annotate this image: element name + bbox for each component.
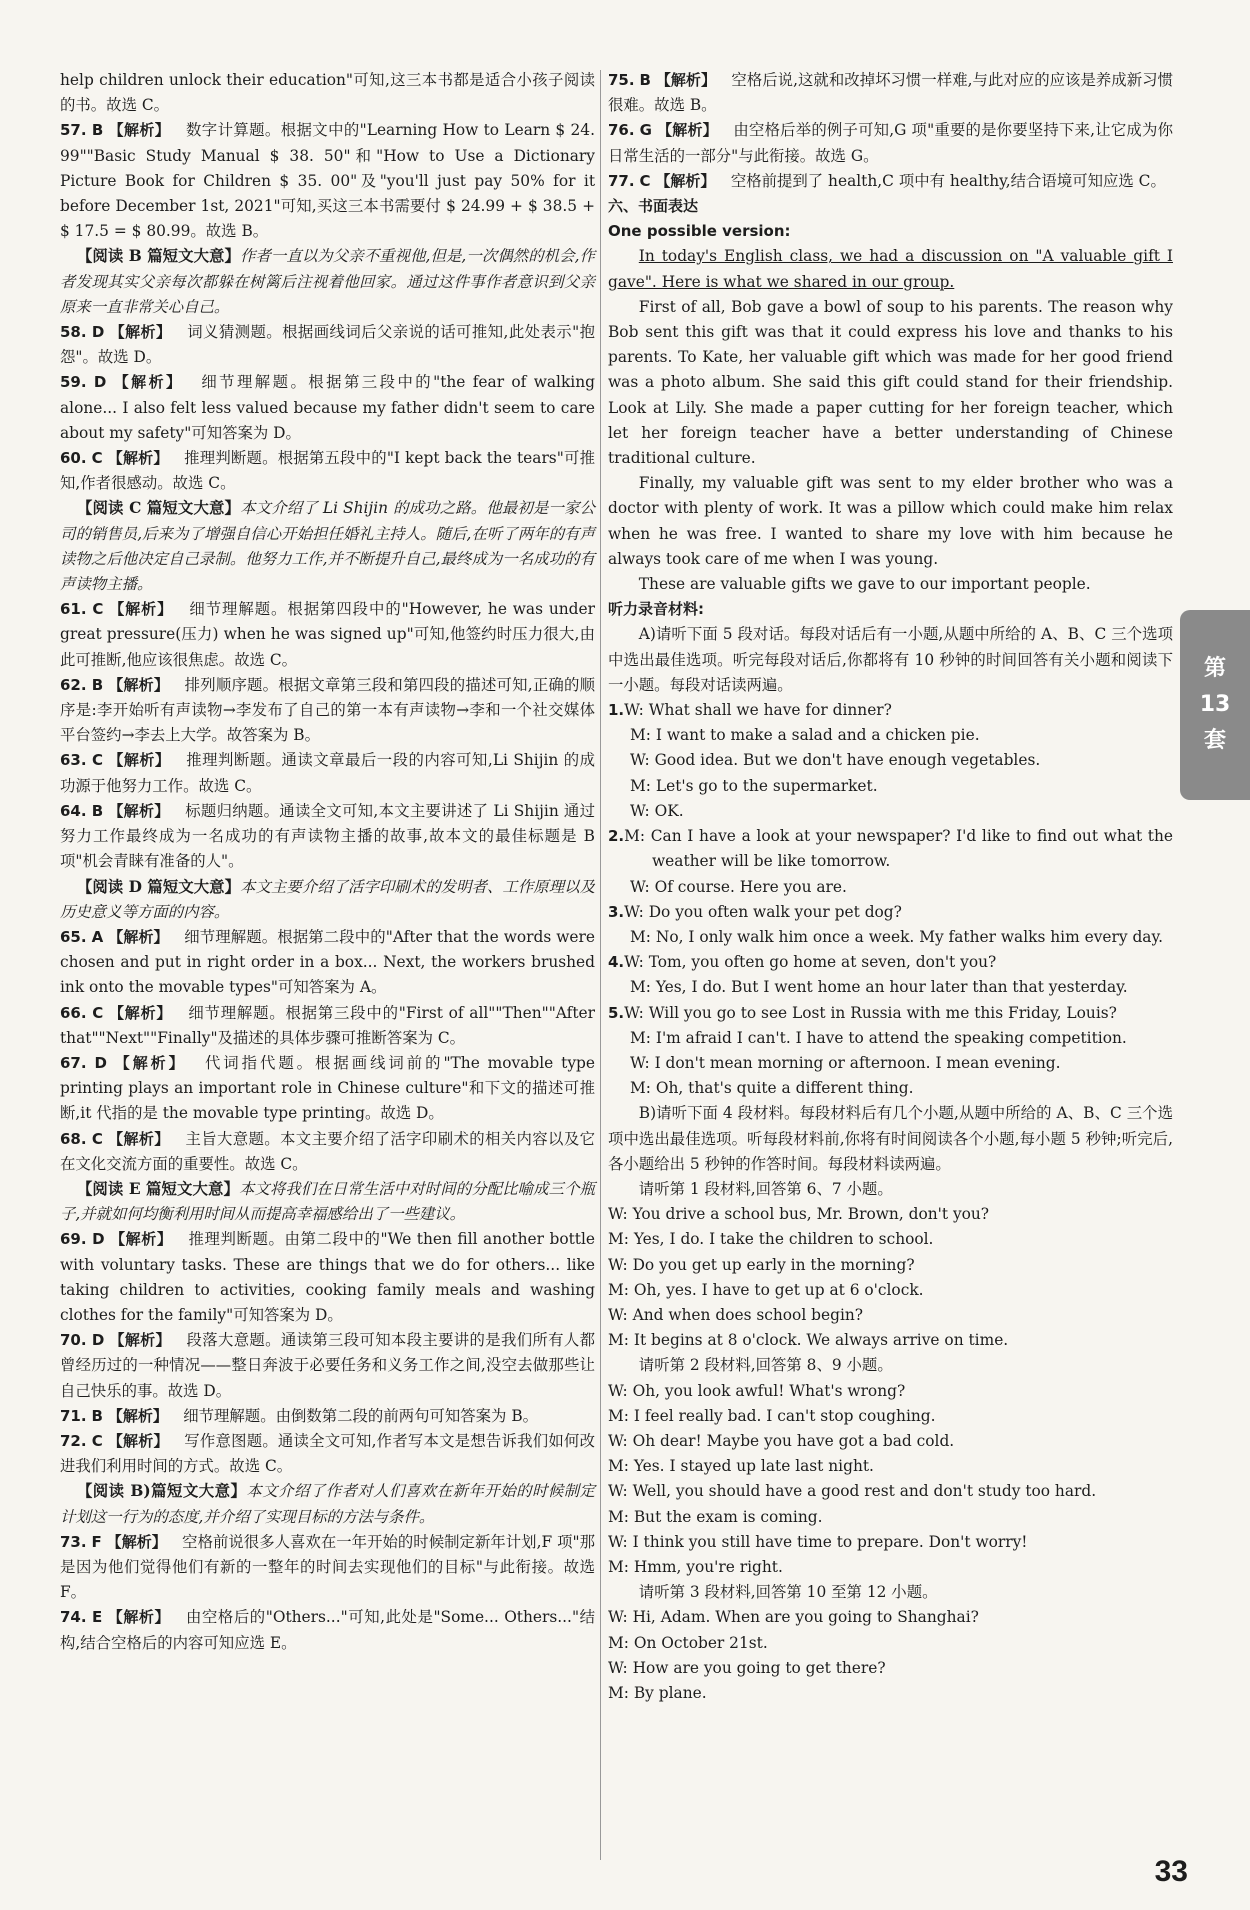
speaker: M: (630, 776, 651, 795)
speaker: W: (630, 801, 650, 820)
speaker: W: (630, 1053, 650, 1072)
material-heading: 请听第 1 段材料,回答第 6、7 小题。 (638, 1179, 893, 1198)
set-number-tab (1180, 610, 1250, 800)
essay-paragraph: These are valuable gifts we gave to our important people. (638, 575, 1091, 594)
dialogue-line (608, 1303, 1173, 1328)
speaker: W: (624, 953, 644, 972)
answer-item (60, 446, 595, 496)
dialogue-line (608, 748, 1173, 773)
dialogue-line (608, 774, 1173, 799)
speaker: W: (608, 1532, 628, 1551)
question-number: 71. (60, 1406, 87, 1425)
passage-summary (60, 1479, 595, 1529)
answer-letter: C (91, 1129, 103, 1148)
answer-item (60, 1605, 595, 1655)
answer-item (608, 118, 1173, 168)
right-column (608, 68, 1173, 1706)
answer-item (60, 370, 595, 446)
dialogue-number: 2. (608, 827, 625, 846)
analysis-tag: 【解析】 (655, 71, 716, 89)
part-b-instructions: B)请听下面 4 段材料。每段材料后有几个小题,从题中所给的 A、B、C 三个选项中选出最佳选项。听每段材料前,你将有时间阅读各个小题,每小题 5 秒钟;听完后,各小题给出 5 秒钟的作答时间。每段材料读两遍。 (608, 1104, 1173, 1173)
analysis-tag: 【解析】 (109, 600, 174, 619)
answer-letter: D (91, 1331, 105, 1350)
analysis-tag: 【解析】 (107, 449, 169, 468)
speaker: M: (608, 1507, 629, 1526)
answer-item (60, 1051, 595, 1127)
answer-letter: B (91, 801, 104, 820)
speaker: W: (624, 1003, 644, 1022)
answer-letter: C (639, 171, 651, 190)
dialogue-number: 1. (608, 701, 625, 720)
summary-heading: 【阅读 B 篇短文大意】 (76, 247, 240, 266)
analysis-tag: 【解析】 (114, 1053, 187, 1072)
dialogue-line (608, 1681, 1173, 1706)
analysis-tag: 【解析】 (109, 1331, 171, 1350)
dialogue-line (608, 1605, 1173, 1630)
analysis-text: 词义猜测题。根据画线词后父亲说的话可推知,此处表示"抱怨"。故选 D。 (60, 323, 595, 367)
analysis-text: 由空格后举的例子可知,G 项"重要的是你要坚持下来,让它成为你日常生活的一部分"与此衔接。故选 G。 (608, 121, 1173, 165)
utterance: I'm afraid I can't. I have to attend the speaking competition. (655, 1028, 1127, 1047)
analysis-tag: 【解析】 (109, 1003, 173, 1022)
dialogue-line (608, 799, 1173, 824)
summary-heading: 【阅读 E 篇短文大意】 (76, 1179, 239, 1198)
answer-item (60, 1429, 595, 1479)
dialogue-number: 4. (608, 953, 625, 972)
answer-letter: C (92, 600, 104, 619)
question-number: 57. (60, 121, 87, 140)
analysis-text: 推理判断题。由第二段中的"We then fill another bottle with voluntary tasks. These are things that we do for others... like taking children to activities, cooking family meals and washing clothes for the family"可知答案为 D。 (60, 1230, 595, 1324)
dialogue-number: 3. (608, 902, 625, 921)
answer-items-75-77 (608, 68, 1173, 194)
summary-text: 本文介绍了作者对人们喜欢在新年开始的时候制定计划这一行为的态度,并介绍了实现目标的方法与条件。 (60, 1482, 595, 1526)
essay-intro: In today's English class, we had a discussion on "A valuable gift I gave". Here is what we shared in our group. (608, 247, 1173, 291)
speaker: W: (608, 1608, 628, 1627)
dialogue-line (608, 1001, 1173, 1026)
analysis-text: 写作意图题。通读全文可知,作者写本文是想告诉我们如何改进我们利用时间的方式。故选 C。 (60, 1431, 595, 1476)
answer-letter: A (91, 927, 104, 946)
question-number: 75. (608, 71, 635, 89)
answer-letter: C (91, 1431, 103, 1450)
speaker: W: (608, 1205, 628, 1224)
speaker: M: (608, 1557, 629, 1576)
utterance: Tom, you often go home at seven, don't you? (648, 953, 997, 972)
utterance: Yes, I do. I take the children to school. (633, 1230, 934, 1249)
speaker: W: (608, 1305, 628, 1324)
dialogue-line (608, 1379, 1173, 1404)
utterance: I think you still have time to prepare. Don't worry! (632, 1532, 1028, 1551)
answer-item (60, 1328, 595, 1404)
dialogue-line (608, 1555, 1173, 1580)
answer-letter: C (92, 1003, 104, 1022)
speaker: M: (624, 827, 646, 846)
utterance: By plane. (633, 1684, 707, 1702)
passage-summary (60, 1177, 595, 1227)
speaker: W: (624, 701, 644, 720)
summary-heading: 【阅读 B)篇短文大意】 (76, 1482, 247, 1501)
summary-text: 本文介绍了 Li Shijin 的成功之路。他最初是一家公司的销售员,后来为了增强自信心开始担任婚礼主持人。随后,在听了两年的有声读物之后他决定自己录制。他努力工作,并不断提升自己,最终成为一名成功的有声读物主播。 (60, 499, 595, 594)
utterance: And when does school begin? (632, 1305, 864, 1324)
question-number: 66. (60, 1003, 87, 1022)
question-number: 69. (60, 1230, 87, 1249)
part-a-instructions: A)请听下面 5 段对话。每段对话后有一小题,从题中所给的 A、B、C 三个选项中选出最佳选项。听完每段对话后,你都将有 10 秒钟的时间回答有关小题和阅读下一小题。每段对话读两遍。 (608, 625, 1173, 694)
continued-text: help children unlock their education"可知,这三本书都是适合小孩子阅读的书。故选 C。 (60, 71, 595, 115)
answer-item (60, 748, 595, 798)
answer-letter: B (91, 1406, 103, 1425)
speaker: W: (608, 1658, 628, 1677)
analysis-text: 空格前提到了 health,C 项中有 healthy,结合语境可知应选 C。 (730, 171, 1166, 190)
question-number: 61. (60, 600, 87, 619)
analysis-tag: 【解析】 (106, 1532, 167, 1551)
dialogue-line (608, 1404, 1173, 1429)
analysis-text: 细节理解题。根据第四段中的"However, he was under great pressure(压力) when he was signed up"可知,他签约时压力很大,由此可推断,他应该很焦虑。故选 C。 (60, 600, 595, 669)
analysis-tag: 【解析】 (655, 171, 716, 190)
dialogue-line (608, 1505, 1173, 1530)
answer-item (60, 799, 595, 875)
question-number: 68. (60, 1129, 87, 1148)
utterance: Yes, I do. But I went home an hour later than that yesterday. (655, 978, 1128, 997)
speaker: W: (608, 1431, 628, 1450)
analysis-tag: 【解析】 (107, 1431, 169, 1450)
dialogue-line (608, 1051, 1173, 1076)
utterance: I want to make a salad and a chicken pie. (655, 726, 980, 745)
analysis-tag: 【解析】 (107, 1406, 168, 1425)
analysis-text: 细节理解题。由倒数第二段的前两句可知答案为 B。 (183, 1406, 539, 1425)
utterance: Oh dear! Maybe you have got a bad cold. (632, 1431, 955, 1450)
question-number: 73. (60, 1532, 87, 1551)
speaker: M: (608, 1633, 629, 1652)
dialogue-line (608, 698, 1173, 723)
dialogue-number: 5. (608, 1003, 625, 1022)
analysis-tag: 【解析】 (108, 121, 171, 140)
summary-text: 本文将我们在日常生活中对时间的分配比喻成三个瓶子,并就如何均衡利用时间从而提高幸福感给出了一些建议。 (60, 1179, 595, 1224)
analysis-text: 空格前说很多人喜欢在一年开始的时候制定新年计划,F 项"那是因为他们觉得他们有新的一整年的时间去实现他们的目标"与此衔接。故选 F。 (60, 1532, 595, 1602)
answer-letter: B (639, 71, 651, 89)
speaker: M: (630, 1028, 651, 1047)
utterance: Do you often walk your pet dog? (648, 902, 902, 921)
utterance: What shall we have for dinner? (648, 701, 892, 720)
question-number: 74. (60, 1608, 87, 1627)
material-heading: 请听第 2 段材料,回答第 8、9 小题。 (638, 1356, 893, 1375)
question-number: 65. (60, 927, 87, 946)
analysis-tag: 【解析】 (109, 323, 172, 342)
answer-item (60, 1227, 595, 1328)
listening-title: 听力录音材料: (608, 600, 704, 619)
summary-text: 作者一直以为父亲不重视他,但是,一次偶然的机会,作者发现其实父亲每次都躲在树篱后注视着他回家。通过这件事作者意识到父亲原来一直非常关心自己。 (60, 247, 595, 316)
utterance: I feel really bad. I can't stop coughing. (633, 1406, 936, 1425)
speaker: M: (608, 1684, 629, 1702)
answer-letter: B (91, 675, 104, 694)
speaker: W: (608, 1482, 628, 1501)
dialogue-line (608, 1026, 1173, 1051)
analysis-text: 由空格后的"Others..."可知,此处是"Some... Others..."结构,结合空格后的内容可知应选 E。 (60, 1608, 595, 1652)
speaker: M: (630, 927, 651, 946)
speaker: M: (630, 726, 651, 745)
analysis-text: 空格后说,这就和改掉坏习惯一样难,与此对应的应该是养成新习惯很难。故选 B。 (608, 71, 1173, 115)
dialogue-line (608, 1656, 1173, 1681)
analysis-tag: 【解析】 (108, 927, 169, 946)
question-number: 63. (60, 751, 87, 770)
speaker: M: (630, 978, 651, 997)
analysis-text: 排列顺序题。根据文章第三段和第四段的描述可知,正确的顺序是:李开始听有声读物→李发布了自己的第一本有声读物→李和一个社交媒体平台签约→李去上大学。故答案为 B。 (60, 675, 595, 745)
answer-letter: D (93, 373, 107, 392)
tab-char-1: 第 (1203, 656, 1226, 681)
dialogue-line (608, 950, 1173, 975)
analysis-text: 标题归纳题。通读全文可知,本文主要讲述了 Li Shijin 通过努力工作最终成为一名成功的有声读物主播的故事,故本文的最佳标题是 B 项"机会青睐有准备的人"。 (60, 801, 595, 871)
utterance: Oh, yes. I have to get up at 6 o'clock. (633, 1280, 924, 1299)
tab-char-2: 13 (1199, 692, 1231, 717)
question-number: 70. (60, 1331, 87, 1350)
dialogue-line (608, 925, 1173, 950)
utterance: Let's go to the supermarket. (655, 776, 878, 795)
utterance: Good idea. But we don't have enough vegetables. (654, 751, 1041, 770)
analysis-text: 细节理解题。根据第二段中的"After that the words were chosen and put in right order in a box... Next, the workers brushed ink onto the movable types"可知答案为 A。 (60, 927, 595, 997)
utterance: On October 21st. (633, 1633, 768, 1652)
summary-heading: 【阅读 C 篇短文大意】 (76, 499, 241, 518)
utterance: Oh, you look awful! What's wrong? (632, 1381, 906, 1400)
dialogue-line (608, 1479, 1173, 1504)
page-number: 33 (1154, 1855, 1188, 1888)
answer-item (608, 68, 1173, 118)
question-number: 77. (608, 171, 635, 190)
question-number: 62. (60, 675, 87, 694)
essay-paragraph: Finally, my valuable gift was sent to my elder brother who was a doctor with plenty of work. It was a pillow which could make him relax when he was free. I wanted to share my love with him because he always took care of me when I was young. (608, 474, 1173, 568)
question-number: 64. (60, 801, 87, 820)
analysis-tag: 【解析】 (108, 675, 170, 694)
speaker: M: (608, 1406, 629, 1425)
utterance: Yes. I stayed up late last night. (633, 1457, 874, 1476)
utterance: How are you going to get there? (632, 1658, 886, 1677)
analysis-text: 细节理解题。根据第三段中的"the fear of walking alone... I also felt less valued because my father didn't seem to care about my safety"可知答案为 D。 (60, 373, 595, 442)
question-number: 72. (60, 1431, 87, 1450)
question-number: 76. (608, 121, 635, 140)
analysis-tag: 【解析】 (110, 1230, 173, 1249)
analysis-text: 数字计算题。根据文中的"Learning How to Learn $ 24. 99""Basic Study Manual $ 38. 50"和"How to Use a Dictionary Picture Book for Children $ 35. 00"及"you'll just pay 50% for it before December 1st, 2021"可知,买这三本书需要付 $ 24.99 + $ 38.5 + $ 17.5 = $ 80.99。故选 B。 (60, 121, 595, 241)
dialogue-line (608, 723, 1173, 748)
material-heading: 请听第 3 段材料,回答第 10 至第 12 小题。 (638, 1583, 938, 1602)
answer-letter: G (639, 121, 652, 140)
speaker: M: (608, 1457, 629, 1476)
speaker: M: (608, 1280, 629, 1299)
dialogue-line (608, 1278, 1173, 1303)
column-divider (600, 70, 601, 1860)
answer-item (60, 118, 595, 244)
dialogue-line (608, 1328, 1173, 1353)
dialogue-line (608, 1429, 1173, 1454)
answer-letter: D (91, 323, 105, 342)
dialogue-line (608, 1227, 1173, 1252)
dialogue-line (608, 1253, 1173, 1278)
analysis-text: 推理判断题。根据第五段中的"I kept back the tears"可推知,作者很感动。故选 C。 (60, 449, 595, 493)
utterance: OK. (654, 801, 684, 820)
utterance: I don't mean morning or afternoon. I mean evening. (654, 1053, 1061, 1072)
utterance: Can I have a look at your newspaper? I'd like to find out what the weather will be like tomorrow. (650, 827, 1173, 871)
analysis-text: 细节理解题。根据第三段中的"First of all""Then""After that""Next""Finally"及描述的具体步骤可推断答案为 C。 (60, 1003, 595, 1047)
left-column (60, 68, 595, 1656)
utterance: No, I only walk him once a week. My father walks him every day. (655, 927, 1164, 946)
speaker: W: (624, 902, 644, 921)
analysis-tag: 【解析】 (107, 1608, 171, 1627)
analysis-text: 主旨大意题。本文主要介绍了活字印刷术的相关内容以及它在文化交流方面的重要性。故选 C。 (60, 1129, 595, 1173)
utterance: But the exam is coming. (633, 1507, 823, 1526)
writing-section-title: 六、书面表达 (608, 197, 699, 216)
analysis-text: 段落大意题。通读第三段可知本段主要讲的是我们所有人都曾经历过的一种情况——整日奔波于必要任务和义务工作之间,没空去做那些让自己快乐的事。故选 D。 (60, 1331, 595, 1400)
version-label: One possible version: (608, 222, 791, 241)
utterance: Well, you should have a good rest and don't study too hard. (632, 1482, 1097, 1501)
speaker: W: (630, 877, 650, 896)
summary-text: 本文主要介绍了活字印刷术的发明者、工作原理以及历史意义等方面的内容。 (60, 877, 595, 921)
dialogue-line (608, 1530, 1173, 1555)
answer-item (60, 597, 595, 673)
utterance: It begins at 8 o'clock. We always arrive on time. (633, 1331, 1009, 1350)
analysis-tag: 【解析】 (108, 751, 171, 770)
analysis-text: 推理判断题。通读文章最后一段的内容可知,Li Shijin 的成功源于他努力工作。故选 C。 (60, 751, 595, 795)
utterance: You drive a school bus, Mr. Brown, don't you? (632, 1205, 990, 1224)
speaker: W: (630, 751, 650, 770)
speaker: W: (608, 1255, 628, 1274)
part-a-dialogues (608, 698, 1173, 1101)
answer-letter: C (91, 449, 103, 468)
answer-letter: C (91, 751, 103, 770)
answer-letter: B (91, 121, 104, 140)
utterance: Oh, that's quite a different thing. (655, 1079, 914, 1098)
answer-letter: F (91, 1532, 102, 1551)
answer-item (60, 925, 595, 1001)
question-number: 60. (60, 449, 87, 468)
answer-item (60, 1404, 595, 1429)
answer-item (60, 1127, 595, 1177)
passage-summary (60, 875, 595, 925)
passage-summary (60, 496, 595, 597)
analysis-text: 代词指代题。根据画线词前的"The movable type printing plays an important role in Chinese culture"和下文的描述可推断,it 代指的是 the movable type printing。故选 D。 (60, 1053, 595, 1123)
answer-item (60, 1530, 595, 1606)
speaker: W: (608, 1381, 628, 1400)
analysis-tag: 【解析】 (108, 801, 170, 820)
answer-item (608, 169, 1173, 194)
question-number: 58. (60, 323, 87, 342)
answer-item (60, 320, 595, 370)
question-number: 59. (60, 373, 87, 392)
dialogue-line (608, 875, 1173, 900)
utterance: Hi, Adam. When are you going to Shanghai? (632, 1608, 979, 1627)
summary-heading: 【阅读 D 篇短文大意】 (76, 877, 241, 896)
dialogue-line (608, 824, 1173, 874)
tab-char-3: 套 (1203, 728, 1226, 753)
dialogue-line (608, 1076, 1173, 1101)
answer-letter: D (92, 1230, 105, 1249)
analysis-tag: 【解析】 (657, 121, 718, 140)
question-number: 67. (60, 1053, 87, 1072)
dialogue-line (608, 1454, 1173, 1479)
answer-letter: E (92, 1608, 103, 1627)
dialogue-line (608, 1631, 1173, 1656)
essay-paragraph: First of all, Bob gave a bowl of soup to his parents. The reason why Bob sent this gift was that it could express his love and thanks to his parents. To Kate, her valuable gift which was made for her good friend was a photo album. She said this gift could stand for their friendship. Look at Lily. She made a paper cutting for her foreign teacher, which let her foreign teacher have a better understanding of Chinese traditional culture. (608, 297, 1173, 468)
analysis-tag: 【解析】 (113, 373, 184, 392)
utterance: Hmm, you're right. (633, 1557, 783, 1576)
essay-body (608, 295, 1173, 597)
dialogue-line (608, 975, 1173, 1000)
answer-letter: D (94, 1053, 107, 1072)
speaker: M: (630, 1079, 651, 1098)
part-b-materials (608, 1177, 1173, 1706)
analysis-tag: 【解析】 (108, 1129, 170, 1148)
utterance: Will you go to see Lost in Russia with me this Friday, Louis? (648, 1003, 1117, 1022)
answer-item (60, 1001, 595, 1051)
speaker: M: (608, 1230, 629, 1249)
answer-item (60, 673, 595, 749)
dialogue-line (608, 900, 1173, 925)
utterance: Do you get up early in the morning? (632, 1255, 915, 1274)
speaker: M: (608, 1331, 629, 1350)
passage-summary (60, 244, 595, 320)
utterance: Of course. Here you are. (654, 877, 847, 896)
dialogue-line (608, 1202, 1173, 1227)
